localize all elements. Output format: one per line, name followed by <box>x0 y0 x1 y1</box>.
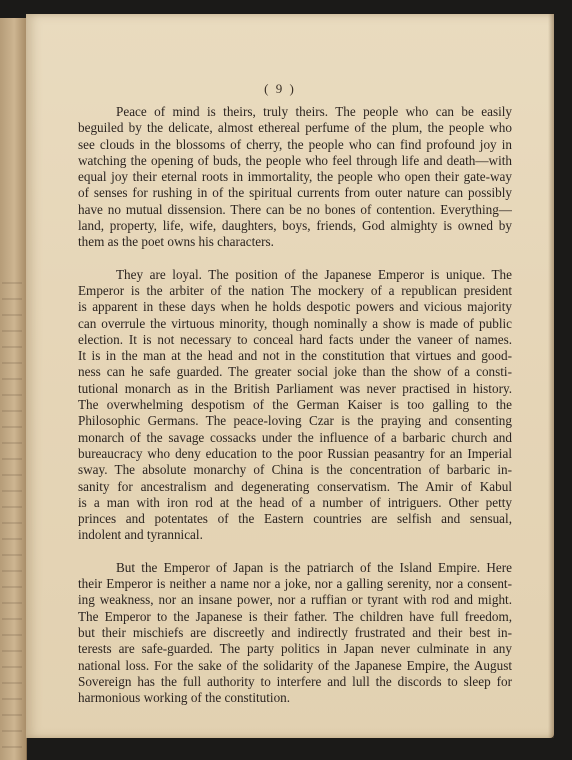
text-line: beguiled by the delicate, almost ethereal perfume of the plum, the people who <box>78 120 512 136</box>
text-line: their Emperor is neither a name nor a joke, nor a galling serenity, nor a consent- <box>78 576 512 592</box>
text-line: The Emperor to the Japanese is their father. The children have full freedom, <box>78 608 512 624</box>
text-line: Philosophic Germans. The peace-loving Czar is the praying and consenting <box>78 413 512 429</box>
previous-page-edge <box>0 18 27 760</box>
text-line: Sovereign has the full authority to interfere and lull the discords to sleep for <box>78 673 512 689</box>
text-line: land, property, life, wife, daughters, boys, friends, God almighty is owned by <box>78 218 512 234</box>
text-line: princes and potentates of the Eastern countries are selfish and sensual, <box>78 511 512 527</box>
text-line: them as the poet owns his characters. <box>78 234 274 250</box>
page-body <box>78 104 512 706</box>
text-line: have no mutual dissension. There can be no bones of contention. Everything— <box>78 201 512 217</box>
text-line: But the Emperor of Japan is the patriarch of the Island Empire. Here <box>116 559 512 575</box>
text-line: is a man with iron rod at the head of a number of intriguers. Other petty <box>78 494 512 510</box>
text-line: sanity for ancestralism and degenerating conservatism. The Amir of Kabul <box>78 478 512 494</box>
text-line: can overrule the virtuous minority, though nominally a show is made of public <box>78 315 512 331</box>
text-line: monarch of the savage cossacks under the influence of a barbaric church and <box>78 429 512 445</box>
text-line: tutional monarch as in the British Parliament was never practised in history. <box>78 380 512 396</box>
paragraph-they-are-loyal <box>78 267 512 544</box>
text-line: They are loyal. The position of the Japanese Emperor is unique. The <box>116 266 512 282</box>
text-line: The overwhelming despotism of the German Kaiser is too galling to the <box>78 397 512 413</box>
paragraph-emperor-of-japan <box>78 560 512 707</box>
text-line: indolent and tyrannical. <box>78 527 203 543</box>
page-number: ( 9 ) <box>264 81 296 96</box>
text-line: It is in the man at the head and not in the constitution that virtues and good- <box>78 348 512 364</box>
text-line: equal joy their eternal roots in immortality, the people who open their gate-way <box>78 169 512 185</box>
text-line: but their mischiefs are discreetly and indirectly frustrated and their best in- <box>78 624 512 640</box>
text-line: ness can he safe guarded. The greater social joke than the show of a consti- <box>78 364 512 380</box>
text-line: bureaucracy who deny education to the poor Russian peasantry for an Imperial <box>78 445 512 461</box>
text-line: watching the opening of buds, the people who feel through life and death—with <box>78 152 512 168</box>
text-line: see clouds in the blossoms of cherry, the people who can find profound joy in <box>78 136 512 152</box>
text-line: is apparent in these days when he holds despotic powers and vicious majority <box>78 299 512 315</box>
previous-page-text-bleed <box>2 268 22 748</box>
paragraph-peace-of-mind <box>78 104 512 251</box>
page-right-edge <box>548 14 554 738</box>
text-line: election. It is not necessary to conceal hard facts under the vaneer of names. <box>78 331 512 347</box>
text-line: sway. The absolute monarchy of China is the concentration of barbaric in- <box>78 462 512 478</box>
text-line: ing weakness, nor an insane power, nor a ruffian or tyrant with rod and might. <box>78 592 512 608</box>
text-line: of senses for rushing in of the spiritual currents from outer nature can possibly <box>78 185 512 201</box>
text-line: national loss. For the sake of the solidarity of the Japanese Empire, the August <box>78 657 512 673</box>
text-line: Emperor is the arbiter of the nation The mockery of a republican president <box>78 282 512 298</box>
text-line: harmonious working of the constitution. <box>78 690 291 706</box>
text-line: Peace of mind is theirs, truly theirs. The people who can be easily <box>116 104 512 119</box>
text-line: terests are safe-guarded. The party politics in Japan never culminate in any <box>78 641 512 657</box>
